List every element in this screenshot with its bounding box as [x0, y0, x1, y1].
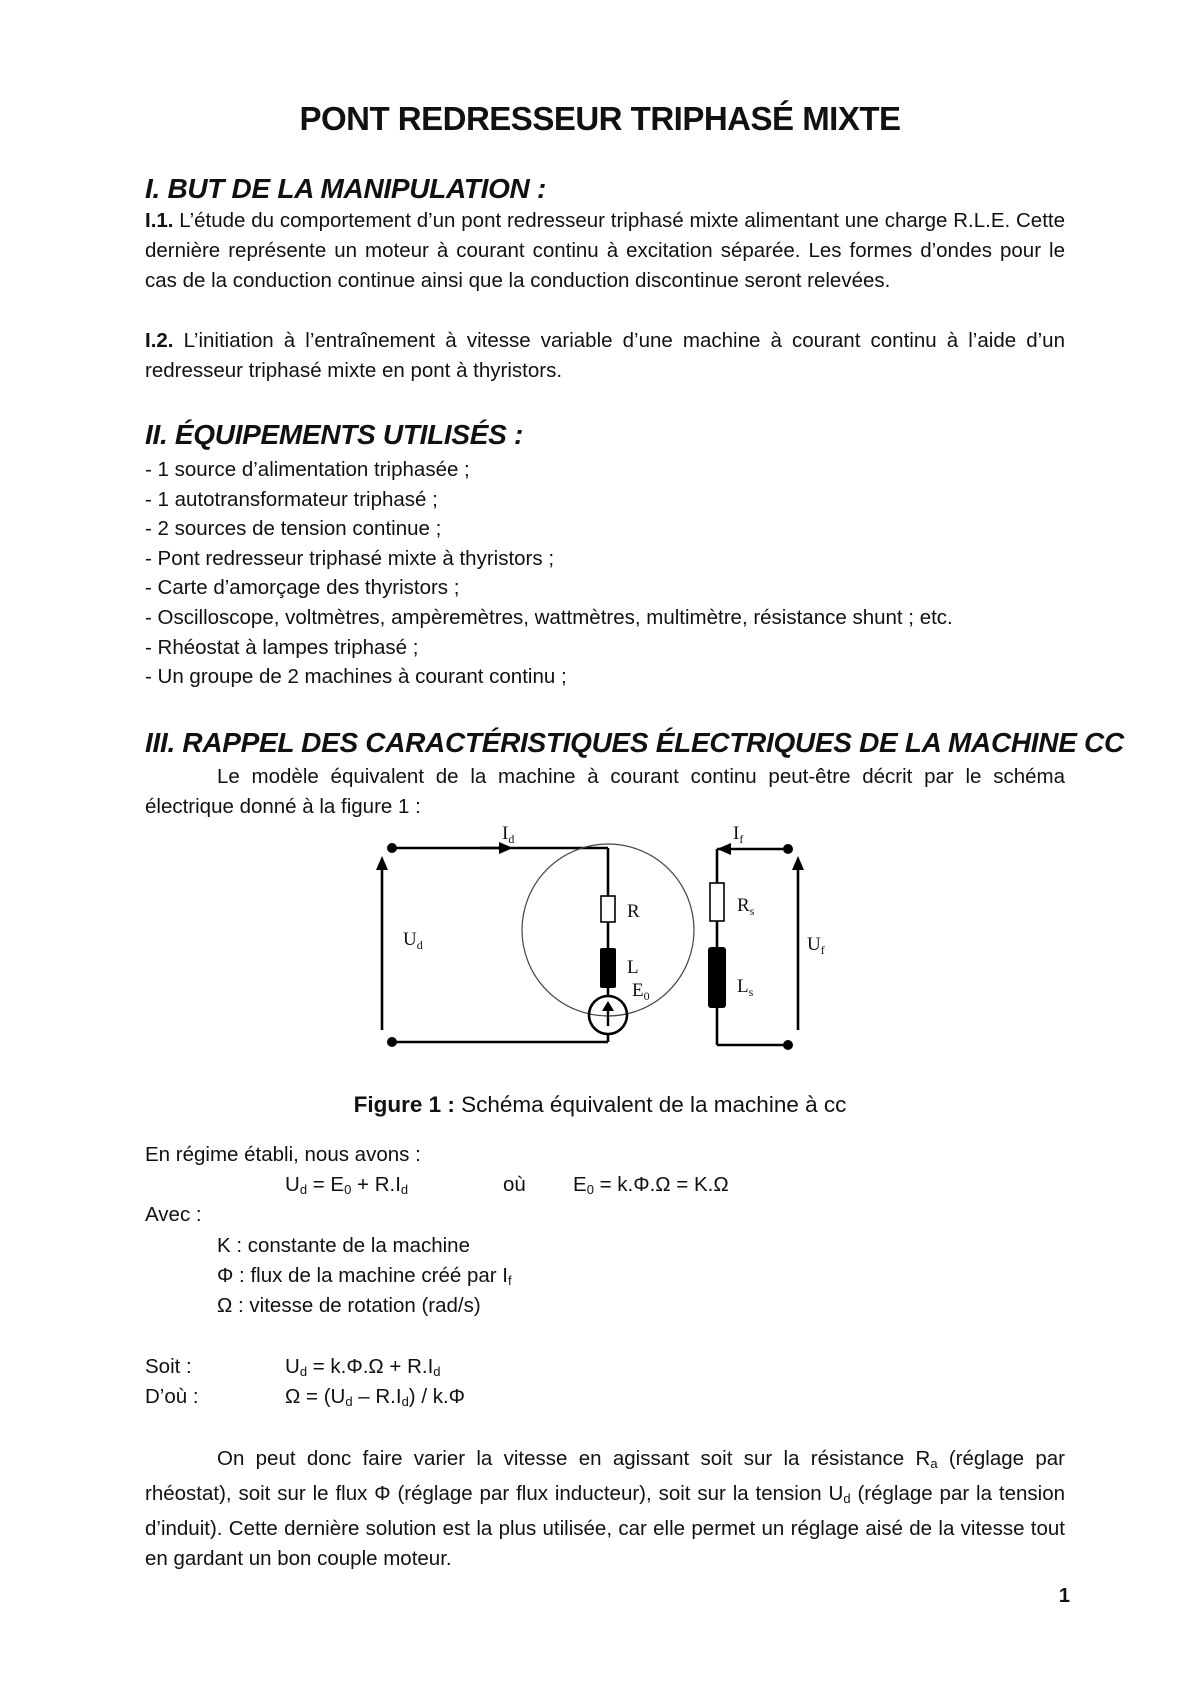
- equivalent-circuit-diagram: [370, 820, 830, 1055]
- equation-dou: $\Omega = (U_d - R.I_d) / k.\Phi$: [285, 1385, 466, 1409]
- avec-text: Avec :: [145, 1203, 202, 1226]
- equipment-list: [145, 455, 953, 692]
- list-item: - 1 autotransformateur triphasé ;: [145, 487, 438, 511]
- ou-text: où: [503, 1173, 526, 1196]
- equation-e0: $E_0 = k.\Phi.\Omega = K.\Omega$: [573, 1173, 729, 1197]
- label-r: R: [627, 901, 640, 922]
- equation-ud: $U_d = E_0 + R.I_d$: [285, 1173, 409, 1197]
- list-item: - Pont redresseur triphasé mixte à thyristors ;: [145, 546, 555, 570]
- dou-label: D’où :: [145, 1385, 199, 1408]
- paragraph-text: L’étude du comportement d’un pont redresseur triphasé mixte alimentant une charge R.L.E. Cette dernière représente un moteur à courant continu à excitation séparée. Les formes d’ondes pour le cas de la conduction continue ainsi que la conduction discontinue seront relevées.: [145, 209, 1065, 292]
- section-2-heading: II. ÉQUIPEMENTS UTILISÉS :: [145, 419, 524, 450]
- page-number: 1: [1058, 1585, 1070, 1607]
- figure-caption: [0, 1092, 1200, 1118]
- section-1-paragraph-2: [145, 326, 1065, 386]
- regime-text: En régime établi, nous avons :: [145, 1143, 421, 1166]
- definition-k: K : constante de la machine: [217, 1234, 470, 1257]
- list-item: - 1 source d’alimentation triphasée ;: [145, 458, 470, 481]
- list-item: - Oscilloscope, voltmètres, ampèremètres, wattmètres, multimètre, résistance shunt ; etc.: [145, 605, 953, 629]
- section-3-intro: Le modèle équivalent de la machine à courant continu peut-être décrit par le schéma électrique donné à la figure 1 :: [145, 765, 1065, 818]
- label-id: $I_d$: [502, 823, 515, 846]
- list-item: - Carte d’amorçage des thyristors ;: [145, 576, 460, 600]
- label-ud: $U_d$: [403, 929, 423, 952]
- paragraph-number: I.1.: [145, 209, 174, 232]
- label-uf: $U_f$: [807, 934, 825, 957]
- page-title: PONT REDRESSEUR TRIPHASÉ MIXTE: [299, 100, 901, 137]
- soit-label: Soit :: [145, 1355, 192, 1378]
- section-1-heading: I. BUT DE LA MANIPULATION :: [145, 173, 546, 204]
- label-rs: $R_s$: [737, 895, 755, 918]
- label-ls: $L_s$: [737, 976, 754, 999]
- paragraph-number: I.2.: [145, 329, 174, 352]
- caption-text: Schéma équivalent de la machine à cc: [454, 1092, 847, 1117]
- label-e0: $E_0$: [632, 980, 650, 1003]
- equation-soit: $U_d = k.\Phi.\Omega + R.I_d$: [285, 1355, 441, 1379]
- list-item: - 2 sources de tension continue ;: [145, 517, 442, 541]
- section-3-heading: III. RAPPEL DES CARACTÉRISTIQUES ÉLECTRIQUES DE LA MACHINE CC: [145, 727, 1124, 758]
- definition-omega: Ω : vitesse de rotation (rad/s): [217, 1294, 481, 1317]
- list-item: - Un groupe de 2 machines à courant continu ;: [145, 665, 567, 689]
- conclusion-paragraph: On peut donc faire varier la vitesse en agissant soit sur la résistance $R_a$ (réglage par rhéostat), soit sur le flux Φ (réglage par flux inducteur), soit sur la tension $U_d$ (réglage par la tension d’induit). Cette dernière solution est la plus utilisée, car elle permet un réglage aisé de la vitesse tout en gardant un bon couple moteur.: [145, 1447, 1066, 1570]
- section-1-paragraph-1: [145, 206, 1065, 296]
- list-item: - Rhéostat à lampes triphasé ;: [145, 635, 419, 659]
- label-l: L: [627, 957, 639, 978]
- paragraph-text: L’initiation à l’entraînement à vitesse variable d’une machine à courant continu à l’aide d’un redresseur triphasé mixte en pont à thyristors.: [145, 329, 1065, 382]
- caption-label: Figure 1 :: [353, 1092, 455, 1117]
- definition-phi: Φ : flux de la machine créé par $I_f$: [217, 1264, 512, 1288]
- label-if: $I_f$: [733, 823, 744, 846]
